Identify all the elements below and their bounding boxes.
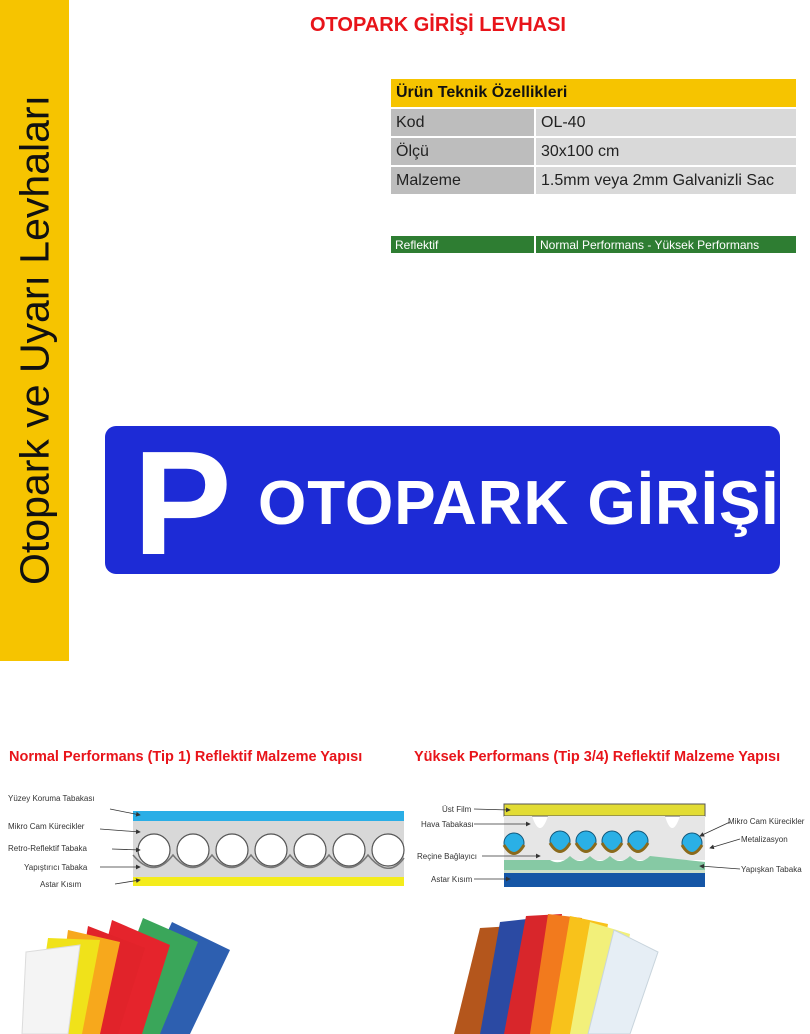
reflective-table [389, 234, 798, 255]
normal-performance-title: Normal Performans (Tip 1) Reflektif Malzeme Yapısı [9, 749, 363, 765]
parking-entrance-sign [105, 421, 780, 586]
spec-table [389, 77, 798, 196]
diagram-label: Astar Kısım [40, 880, 82, 889]
diagram-label: Astar Kısım [431, 875, 473, 884]
diagram-label: Mikro Cam Kürecikler [8, 822, 85, 831]
category-sidebar [0, 0, 69, 661]
high-performance-title: Yüksek Performans (Tip 3/4) Reflektif Malzeme Yapısı [414, 749, 781, 765]
diagram-label: Yüzey Koruma Tabakası [8, 794, 95, 803]
spec-value: 1.5mm veya 2mm Galvanizli Sac [535, 166, 797, 195]
spec-row [390, 108, 797, 137]
spec-table-heading: Ürün Teknik Özellikleri [390, 78, 797, 108]
spec-row [390, 166, 797, 195]
high-reflective-swatches [440, 910, 665, 1034]
normal-reflective-swatches [20, 910, 245, 1034]
spec-value: OL-40 [535, 108, 797, 137]
sign-text: OTOPARK GİRİŞİ [258, 469, 780, 538]
spec-row [390, 137, 797, 166]
diagram-label: Yapıştırıcı Tabaka [24, 863, 88, 872]
spec-key: Ölçü [390, 137, 535, 166]
diagram-label: Üst Film [442, 805, 472, 814]
reflective-key: Reflektif [390, 235, 535, 254]
diagram-label: Metalizasyon [741, 835, 788, 844]
sidebar-title: Otopark ve Uyarı Levhaları [11, 95, 58, 585]
parking-p-symbol: P [133, 421, 232, 586]
spec-value: 30x100 cm [535, 137, 797, 166]
reflective-value: Normal Performans - Yüksek Performans [535, 235, 797, 254]
diagram-label: Hava Tabakası [421, 820, 474, 829]
high-layer-diagram [410, 800, 810, 895]
diagram-label: Yapışkan Tabaka [741, 865, 802, 874]
page-title: OTOPARK GİRİŞİ LEVHASI [310, 14, 566, 36]
spec-key: Malzeme [390, 166, 535, 195]
normal-layer-diagram [0, 800, 410, 895]
diagram-label: Retro-Reflektif Tabaka [8, 844, 87, 853]
diagram-label: Reçine Bağlayıcı [417, 852, 478, 861]
diagram-label: Mikro Cam Kürecikler [728, 817, 805, 826]
spec-key: Kod [390, 108, 535, 137]
